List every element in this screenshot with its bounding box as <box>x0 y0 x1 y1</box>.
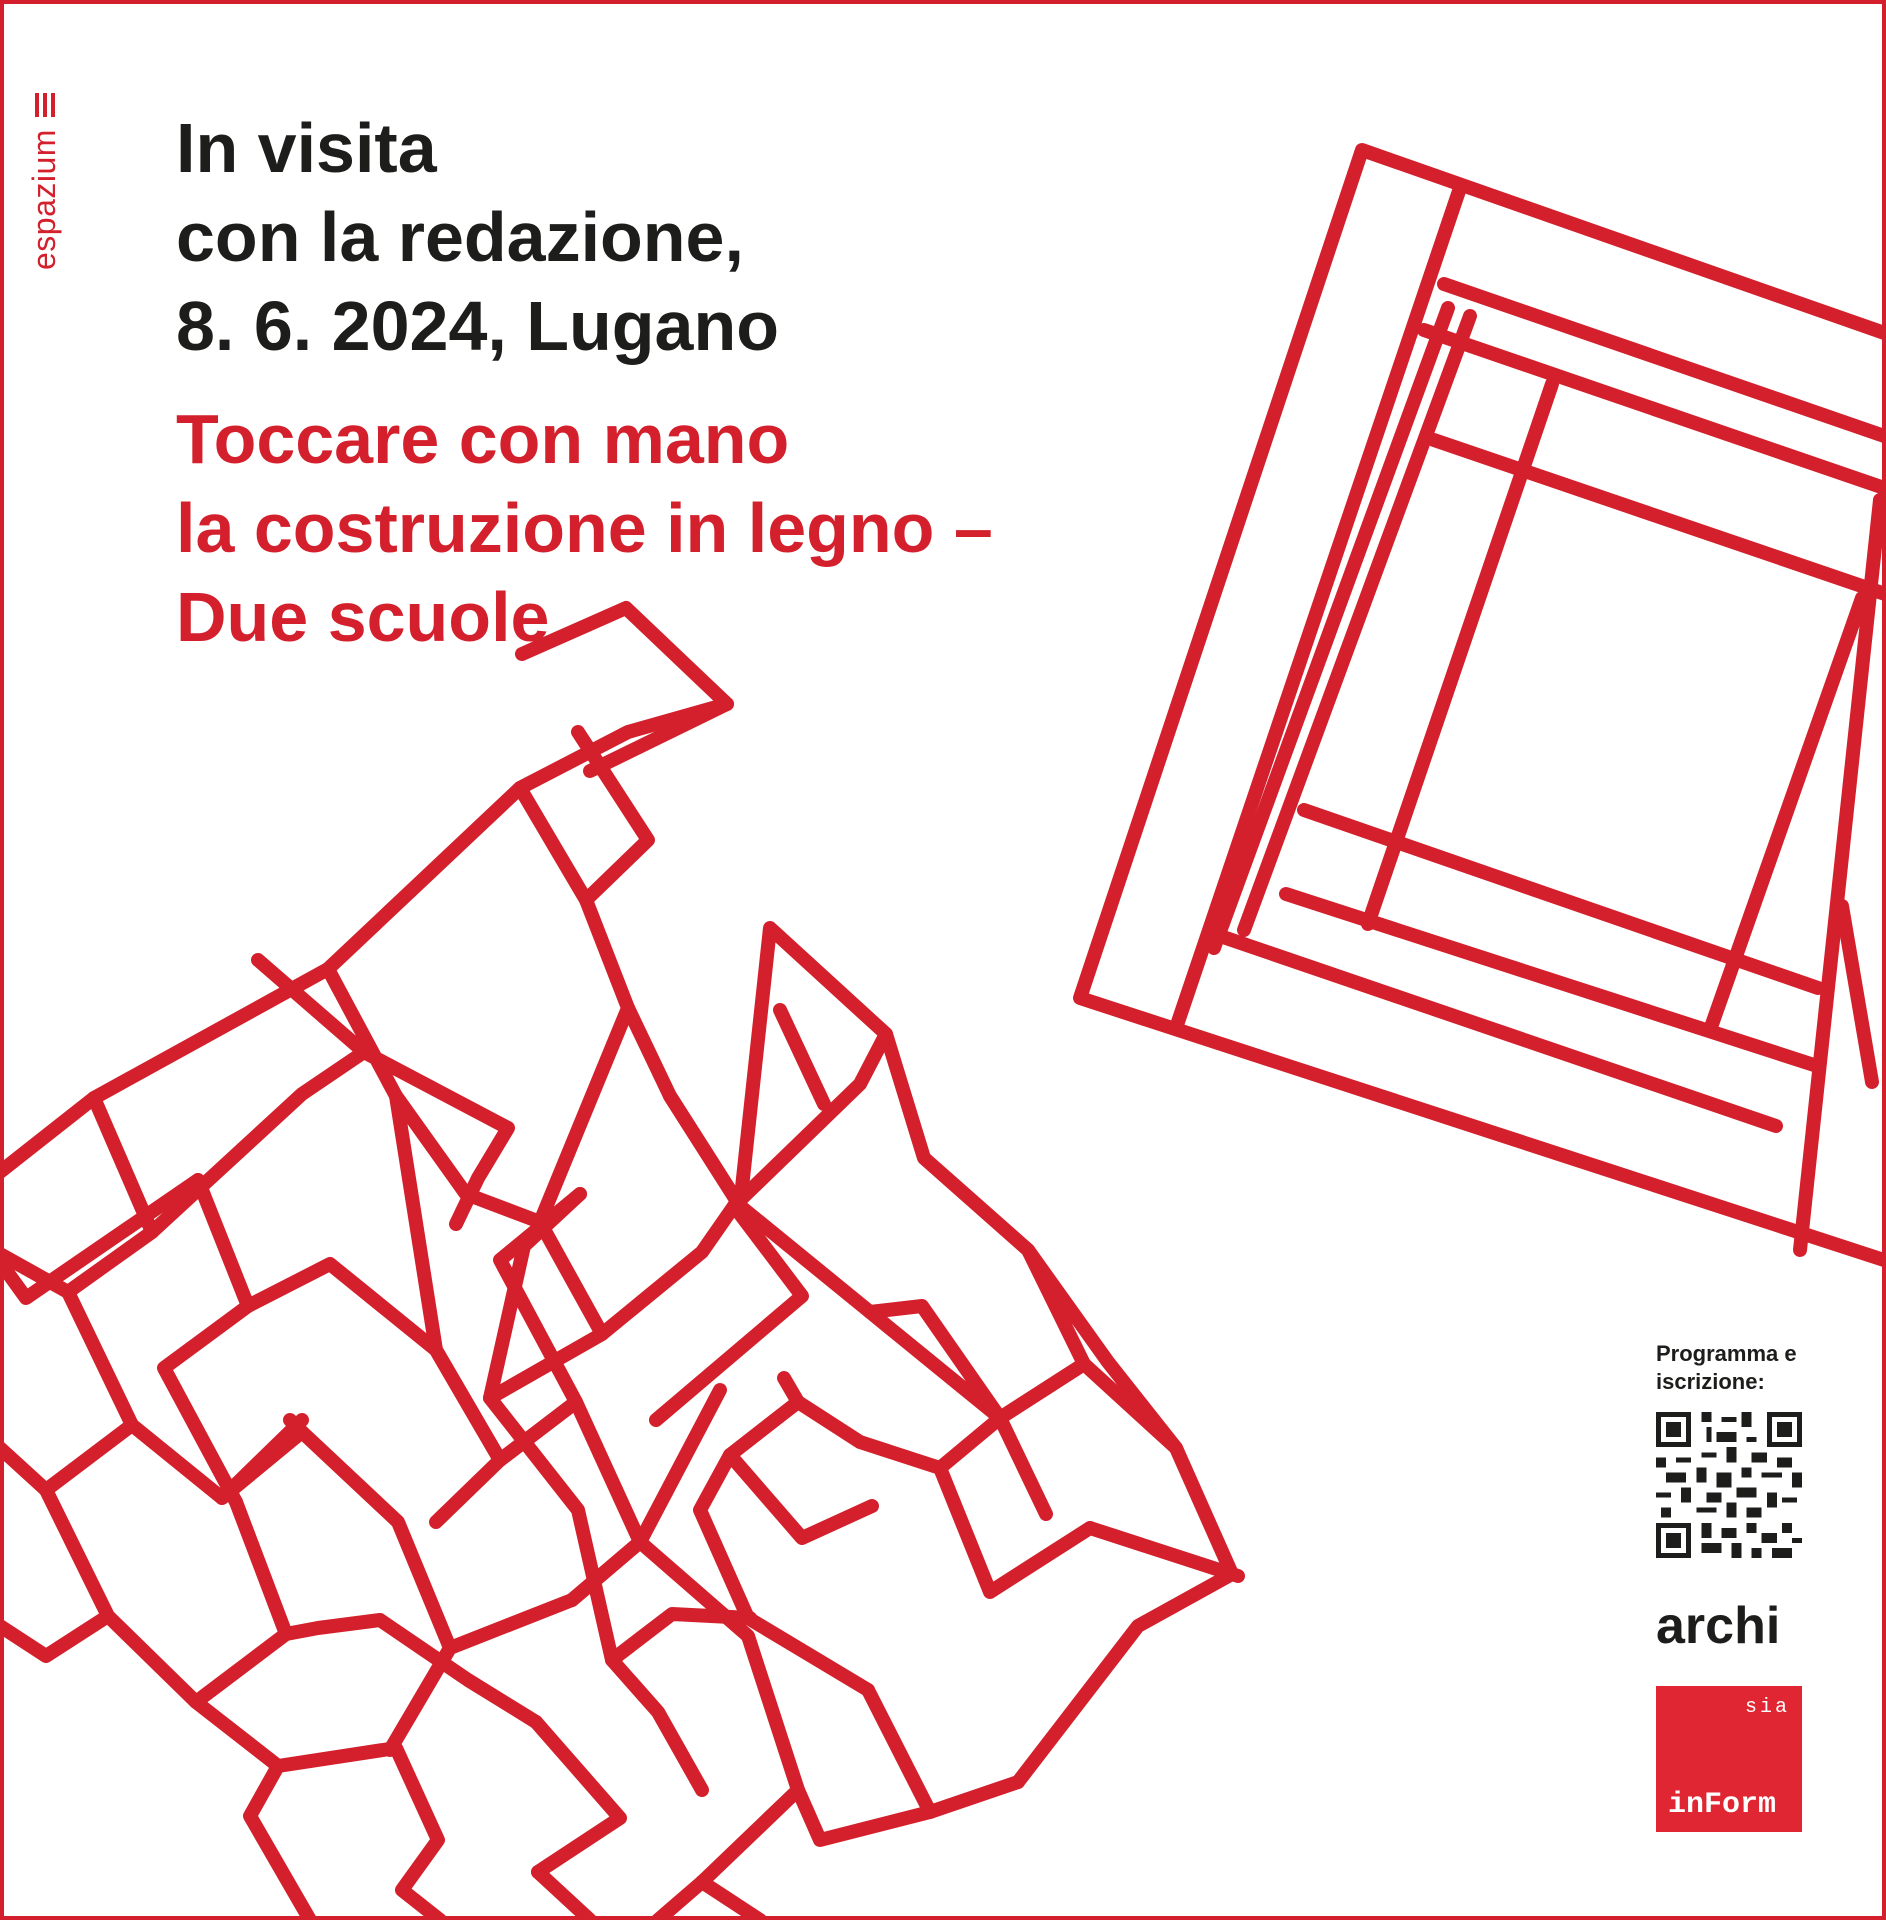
tile-pattern-drawing <box>0 608 1238 1920</box>
title-line-2: la costruzione in legno – <box>176 489 993 567</box>
sia-inform-logo <box>1656 1686 1802 1832</box>
heading-line-1: In visita <box>176 109 437 187</box>
inform-logo-label: inForm <box>1668 1788 1777 1822</box>
heading-line-2: con la redazione, <box>176 198 744 276</box>
qr-code-icon[interactable] <box>1656 1412 1802 1558</box>
program-label: Programma e iscrizione: <box>1656 1341 1797 1394</box>
title-line-3: Due scuole <box>176 578 550 656</box>
title-line-1: Toccare con mano <box>176 400 790 478</box>
archi-logo: archi <box>1656 1597 1781 1655</box>
sidebar-info <box>1656 1340 1806 1832</box>
sia-logo-label: sia <box>1744 1696 1790 1719</box>
brand-name: espazium <box>26 129 62 270</box>
heading-line-3: 8. 6. 2024, Lugano <box>176 287 779 365</box>
window-frame-drawing <box>1080 150 1886 1262</box>
